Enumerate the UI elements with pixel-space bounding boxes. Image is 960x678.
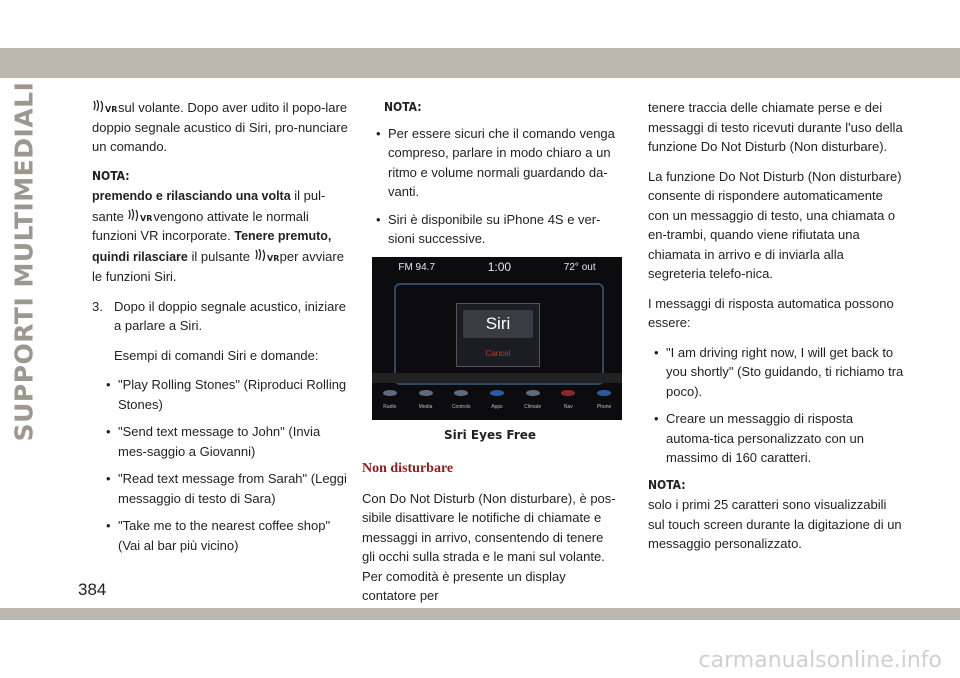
paragraph: La funzione Do Not Disturb (Non disturbare) consente di rispondere automaticamente con un messaggio di testo, una chiamata o en-trambi, quando viene rifiutata una chiamata in arrivo e di inviarla alla segreteria telefo-nica. <box>648 168 902 281</box>
voice-command-icon <box>92 99 118 112</box>
voice-command-icon <box>254 248 280 261</box>
divider <box>372 373 622 383</box>
section-heading: Non disturbare <box>362 461 454 476</box>
svg-text:VR: VR <box>140 213 153 222</box>
list-item: • "Take me to the nearest coffee shop" (Vai al bar più vicino) <box>100 516 348 555</box>
examples-list <box>92 375 348 555</box>
apps-icon: Apps <box>486 390 508 418</box>
siri-screen-image <box>372 257 622 420</box>
header-band <box>0 48 960 78</box>
note-label: NOTA: <box>384 100 422 114</box>
siri-button: Siri <box>463 310 533 338</box>
radio-icon: Radio <box>379 390 401 418</box>
nav-icon: Nav <box>557 390 579 418</box>
note-list <box>362 124 618 249</box>
paragraph: VR sul volante. Dopo aver udito il popo-lare doppio segnale acustico di Siri, pro-nunciare un comando. <box>92 100 348 154</box>
column-2 <box>362 98 618 616</box>
phone-icon: Phone <box>593 390 615 418</box>
column-1 <box>92 98 348 563</box>
list-item: • Creare un messaggio di risposta automa-tica personalizzato con un massimo di 160 caratteri. <box>648 409 904 468</box>
reply-list <box>648 343 904 468</box>
examples-intro: Esempi di comandi Siri e domande: <box>114 347 319 363</box>
status-bar: FM 94.7 1:00 72° out <box>398 259 596 274</box>
controls-icon: Controls <box>450 390 472 418</box>
step-3: 3. Dopo il doppio segnale acustico, iniziare a parlare a Siri. <box>92 298 346 333</box>
note-label: NOTA: <box>648 477 686 492</box>
note-text: solo i primi 25 caratteri sono visualizzabili sul touch screen durante la digitazione di un messaggio personalizzato. <box>648 497 902 551</box>
list-item: • Siri è disponibile su iPhone 4S e ver-sioni successive. <box>370 210 618 249</box>
media-icon: Media <box>415 390 437 418</box>
note-text: premendo e rilasciando una volta il pul-sante VR vengono attivate le normali funzioni VR incorporate. Tenere premuto, quindi rilasciare il pulsante VR per avviare le funzioni Siri. <box>92 188 344 284</box>
app-bar <box>372 388 622 420</box>
voice-command-icon <box>127 208 153 221</box>
list-item: • "I am driving right now, I will get back to you shortly" (Sto guidando, ti richiamo tra poco). <box>648 343 904 402</box>
column-3 <box>648 98 904 564</box>
list-item: • "Play Rolling Stones" (Riproduci Rolling Stones) <box>100 375 348 414</box>
list-item: • Per essere sicuri che il comando venga compreso, parlare in modo chiaro a un ritmo e volume normali guardando da-vanti. <box>370 124 618 202</box>
svg-text:VR: VR <box>105 105 118 113</box>
paragraph: tenere traccia delle chiamate perse e dei messaggi di testo ricevuti durante l'uso della funzione Do Not Disturb (Non disturbare). <box>648 100 903 154</box>
figure-caption: Siri Eyes Free <box>443 427 537 442</box>
siri-dialog <box>456 303 540 367</box>
page-number: 384 <box>78 580 107 599</box>
footer-band <box>0 608 960 620</box>
svg-text:VR: VR <box>266 253 279 262</box>
note-label: NOTA: <box>92 168 130 183</box>
climate-icon: Climate <box>522 390 544 418</box>
cancel-button: Cancel <box>485 348 511 358</box>
section-title: SUPPORTI MULTIMEDIALI <box>9 81 39 441</box>
list-item: • "Send text message to John" (Invia mes-saggio a Giovanni) <box>100 422 348 461</box>
paragraph: Con Do Not Disturb (Non disturbare), è pos-sibile disattivare le notifiche di chiamate e messaggi in arrivo, consentendo di tenere gli occhi sulla strada e le mani sul volante. Per comodità è presente un display contatore per <box>362 490 616 603</box>
watermark: carmanualsonline.info <box>698 648 942 673</box>
list-item: • "Read text message from Sarah" (Leggi messaggio di testo di Sara) <box>100 469 348 508</box>
paragraph: I messaggi di risposta automatica possono essere: <box>648 295 894 330</box>
